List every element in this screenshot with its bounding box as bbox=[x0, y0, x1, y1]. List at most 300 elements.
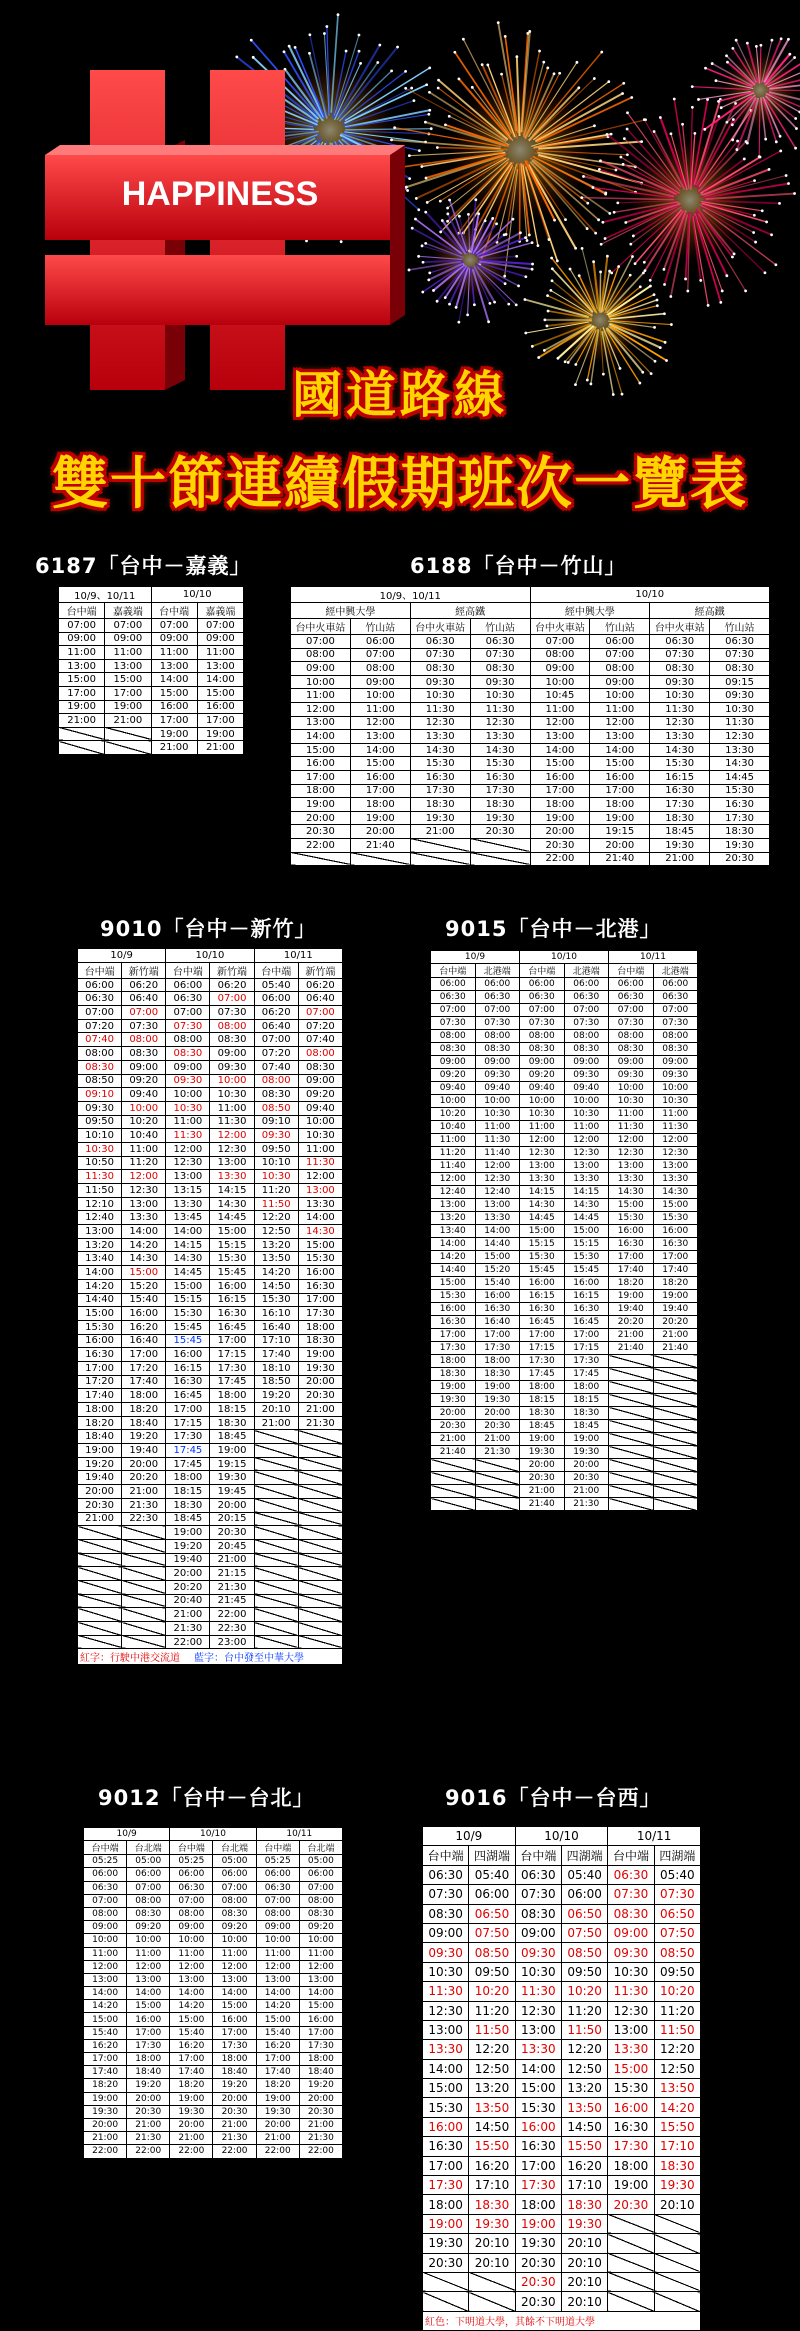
time-cell: 21:00 bbox=[298, 1403, 342, 1417]
time-cell: 07:00 bbox=[350, 648, 410, 662]
table-row bbox=[431, 1160, 698, 1173]
time-cell: 09:00 bbox=[564, 1056, 609, 1069]
time-cell: 10:30 bbox=[564, 1108, 609, 1121]
empty-cell bbox=[298, 1594, 342, 1608]
empty-cell bbox=[431, 1485, 476, 1498]
table-row bbox=[423, 2292, 701, 2311]
time-cell: 16:30 bbox=[210, 1307, 254, 1321]
time-cell: 19:00 bbox=[151, 727, 197, 741]
time-cell: 10:45 bbox=[530, 689, 590, 703]
brand-name: HAPPINESS bbox=[122, 175, 319, 213]
table-row bbox=[78, 1457, 343, 1471]
time-cell: 07:00 bbox=[475, 1004, 520, 1017]
time-cell: 17:30 bbox=[127, 2039, 170, 2052]
time-cell: 15:00 bbox=[210, 1225, 254, 1239]
time-cell: 20:00 bbox=[475, 1407, 520, 1420]
table-row bbox=[78, 1170, 343, 1184]
table-row bbox=[423, 2059, 701, 2078]
time-cell: 12:30 bbox=[475, 1173, 520, 1186]
time-cell: 20:30 bbox=[475, 1420, 520, 1433]
time-cell: 20:40 bbox=[166, 1594, 210, 1608]
column-header: 台北端 bbox=[127, 1841, 170, 1855]
time-cell: 16:00 bbox=[590, 770, 650, 784]
column-header: 台中端 bbox=[515, 1846, 561, 1865]
time-cell: 15:00 bbox=[256, 2013, 299, 2026]
time-cell: 20:00 bbox=[127, 2092, 170, 2105]
time-cell: 20:10 bbox=[469, 2234, 515, 2253]
time-cell: 18:45 bbox=[210, 1430, 254, 1444]
table-row bbox=[423, 2272, 701, 2291]
table-row bbox=[59, 727, 244, 741]
empty-cell bbox=[298, 1539, 342, 1553]
time-cell: 10:30 bbox=[254, 1170, 298, 1184]
time-cell: 20:30 bbox=[78, 1498, 122, 1512]
time-cell: 11:20 bbox=[561, 2001, 607, 2020]
time-cell: 11:00 bbox=[431, 1134, 476, 1147]
time-cell: 17:45 bbox=[210, 1375, 254, 1389]
time-cell: 11:00 bbox=[122, 1142, 166, 1156]
time-cell: 14:00 bbox=[197, 673, 243, 687]
table-row bbox=[78, 1526, 343, 1540]
time-cell: 09:30 bbox=[609, 1069, 654, 1082]
table-row bbox=[84, 1934, 343, 1947]
time-cell: 07:00 bbox=[564, 1004, 609, 1017]
time-cell: 21:30 bbox=[166, 1622, 210, 1636]
column-header: 台中火車站 bbox=[530, 619, 590, 635]
time-cell: 07:00 bbox=[298, 1006, 342, 1020]
table-row bbox=[84, 2079, 343, 2092]
empty-cell bbox=[78, 1567, 122, 1581]
time-cell: 15:30 bbox=[423, 2098, 469, 2117]
time-cell: 18:00 bbox=[520, 1381, 565, 1394]
time-cell: 18:30 bbox=[410, 798, 470, 812]
column-header: 新竹端 bbox=[298, 962, 342, 978]
time-cell: 20:10 bbox=[561, 2253, 607, 2272]
table-row bbox=[431, 1472, 698, 1485]
time-cell: 11:30 bbox=[475, 1134, 520, 1147]
time-cell: 09:00 bbox=[431, 1056, 476, 1069]
column-header: 竹山站 bbox=[470, 619, 530, 635]
time-cell: 19:00 bbox=[475, 1381, 520, 1394]
time-cell: 15:00 bbox=[299, 2000, 342, 2013]
time-cell: 06:00 bbox=[213, 1868, 256, 1881]
table-row bbox=[84, 1921, 343, 1934]
time-cell: 12:00 bbox=[590, 716, 650, 730]
time-cell: 05:25 bbox=[84, 1855, 127, 1868]
time-cell: 12:50 bbox=[561, 2059, 607, 2078]
time-cell: 14:30 bbox=[710, 757, 770, 771]
time-cell: 21:30 bbox=[127, 2132, 170, 2145]
time-cell: 17:00 bbox=[210, 1334, 254, 1348]
time-cell: 18:45 bbox=[650, 825, 710, 839]
time-cell: 09:00 bbox=[590, 675, 650, 689]
table-row bbox=[78, 1498, 343, 1512]
empty-cell bbox=[122, 1608, 166, 1622]
table-row bbox=[78, 1033, 343, 1047]
time-cell: 14:20 bbox=[431, 1251, 476, 1264]
time-cell: 06:00 bbox=[84, 1868, 127, 1881]
time-cell: 14:00 bbox=[515, 2059, 561, 2078]
time-cell: 17:15 bbox=[520, 1342, 565, 1355]
column-header: 台中火車站 bbox=[650, 619, 710, 635]
date-group-header: 10/9、10/11 bbox=[59, 587, 152, 603]
time-cell: 17:30 bbox=[298, 1307, 342, 1321]
time-cell: 19:00 bbox=[515, 2214, 561, 2233]
route-6188-title: 6188「台中－竹山」 bbox=[410, 550, 626, 580]
empty-cell bbox=[609, 1433, 654, 1446]
time-cell: 15:30 bbox=[520, 1251, 565, 1264]
time-cell: 22:00 bbox=[166, 1635, 210, 1649]
time-cell: 14:50 bbox=[561, 2117, 607, 2136]
table-row bbox=[431, 1368, 698, 1381]
time-cell: 15:00 bbox=[291, 743, 351, 757]
time-cell: 18:30 bbox=[654, 2156, 700, 2175]
time-cell: 16:30 bbox=[166, 1375, 210, 1389]
time-cell: 11:00 bbox=[213, 1947, 256, 1960]
time-cell: 11:50 bbox=[561, 2020, 607, 2039]
time-cell: 14:20 bbox=[84, 2000, 127, 2013]
time-cell: 22:00 bbox=[299, 2145, 342, 2158]
time-cell: 17:45 bbox=[166, 1444, 210, 1458]
time-cell: 16:00 bbox=[197, 700, 243, 714]
table-row bbox=[291, 587, 770, 603]
table-row bbox=[291, 743, 770, 757]
time-cell: 08:00 bbox=[256, 1907, 299, 1920]
table-row bbox=[291, 798, 770, 812]
time-cell: 09:20 bbox=[122, 1074, 166, 1088]
time-cell: 17:40 bbox=[256, 2066, 299, 2079]
time-cell: 07:30 bbox=[654, 1885, 700, 1904]
time-cell: 20:00 bbox=[122, 1457, 166, 1471]
column-header: 新竹端 bbox=[122, 962, 166, 978]
time-cell: 08:30 bbox=[515, 1904, 561, 1923]
time-cell: 09:50 bbox=[78, 1115, 122, 1129]
time-cell: 08:00 bbox=[530, 648, 590, 662]
table-row bbox=[431, 1446, 698, 1459]
time-cell: 18:00 bbox=[291, 784, 351, 798]
time-cell: 21:30 bbox=[213, 2132, 256, 2145]
time-cell: 21:30 bbox=[298, 1416, 342, 1430]
time-cell: 16:30 bbox=[520, 1303, 565, 1316]
time-cell: 16:00 bbox=[127, 2013, 170, 2026]
time-cell: 06:00 bbox=[475, 978, 520, 991]
time-cell: 15:00 bbox=[350, 757, 410, 771]
time-cell: 08:50 bbox=[254, 1101, 298, 1115]
time-cell: 17:40 bbox=[122, 1375, 166, 1389]
time-cell: 11:30 bbox=[470, 702, 530, 716]
time-cell: 08:00 bbox=[213, 1894, 256, 1907]
time-cell: 17:40 bbox=[170, 2066, 213, 2079]
time-cell: 07:50 bbox=[654, 1923, 700, 1942]
time-cell: 12:30 bbox=[609, 1147, 654, 1160]
time-cell: 12:30 bbox=[515, 2001, 561, 2020]
time-cell: 18:40 bbox=[213, 2066, 256, 2079]
empty-cell bbox=[653, 1433, 698, 1446]
empty-cell bbox=[254, 1498, 298, 1512]
time-cell: 06:00 bbox=[653, 978, 698, 991]
time-cell: 14:30 bbox=[122, 1252, 166, 1266]
time-cell: 19:00 bbox=[590, 811, 650, 825]
time-cell: 08:30 bbox=[475, 1043, 520, 1056]
time-cell: 10:00 bbox=[609, 1082, 654, 1095]
table-row bbox=[431, 1394, 698, 1407]
table-row bbox=[84, 1973, 343, 1986]
time-cell: 20:10 bbox=[254, 1403, 298, 1417]
time-cell: 18:15 bbox=[210, 1403, 254, 1417]
time-cell: 19:30 bbox=[470, 811, 530, 825]
time-cell: 17:00 bbox=[590, 784, 650, 798]
table-row bbox=[423, 1904, 701, 1923]
time-cell: 20:10 bbox=[561, 2234, 607, 2253]
time-cell: 16:15 bbox=[210, 1293, 254, 1307]
time-cell: 10:00 bbox=[475, 1095, 520, 1108]
time-cell: 11:30 bbox=[410, 702, 470, 716]
empty-cell bbox=[608, 2292, 654, 2311]
time-cell: 20:30 bbox=[291, 825, 351, 839]
time-cell: 17:30 bbox=[423, 2176, 469, 2195]
time-cell: 07:00 bbox=[197, 619, 243, 633]
time-cell: 09:30 bbox=[78, 1101, 122, 1115]
time-cell: 18:30 bbox=[210, 1416, 254, 1430]
time-cell: 17:00 bbox=[564, 1329, 609, 1342]
time-cell: 06:40 bbox=[254, 1019, 298, 1033]
time-cell: 10:00 bbox=[431, 1095, 476, 1108]
time-cell: 20:30 bbox=[431, 1420, 476, 1433]
time-cell: 23:00 bbox=[210, 1635, 254, 1649]
time-cell: 19:00 bbox=[105, 700, 151, 714]
time-cell: 18:30 bbox=[166, 1498, 210, 1512]
time-cell: 11:00 bbox=[127, 1947, 170, 1960]
table-row bbox=[291, 702, 770, 716]
table-row bbox=[431, 1485, 698, 1498]
time-cell: 07:30 bbox=[475, 1017, 520, 1030]
time-cell: 19:40 bbox=[166, 1553, 210, 1567]
time-cell: 15:40 bbox=[170, 2026, 213, 2039]
time-cell: 20:00 bbox=[256, 2118, 299, 2131]
column-header: 台中端 bbox=[431, 964, 476, 978]
time-cell: 13:00 bbox=[256, 1973, 299, 1986]
time-cell: 15:00 bbox=[475, 1251, 520, 1264]
time-cell: 08:50 bbox=[469, 1943, 515, 1962]
time-cell: 19:30 bbox=[210, 1471, 254, 1485]
time-cell: 11:00 bbox=[609, 1108, 654, 1121]
time-cell: 18:30 bbox=[431, 1368, 476, 1381]
time-cell: 17:30 bbox=[475, 1342, 520, 1355]
table-row bbox=[59, 587, 244, 603]
column-header: 台中端 bbox=[520, 964, 565, 978]
time-cell: 09:40 bbox=[475, 1082, 520, 1095]
table-row bbox=[78, 1129, 343, 1143]
time-cell: 17:15 bbox=[166, 1416, 210, 1430]
time-cell: 15:30 bbox=[515, 2098, 561, 2117]
time-cell: 15:40 bbox=[475, 1277, 520, 1290]
time-cell: 18:00 bbox=[475, 1355, 520, 1368]
time-cell: 15:50 bbox=[469, 2137, 515, 2156]
time-cell: 15:00 bbox=[520, 1225, 565, 1238]
time-cell: 17:40 bbox=[254, 1348, 298, 1362]
time-cell: 09:15 bbox=[710, 675, 770, 689]
empty-cell bbox=[254, 1485, 298, 1499]
time-cell: 15:40 bbox=[84, 2026, 127, 2039]
time-cell: 05:00 bbox=[299, 1855, 342, 1868]
time-cell: 11:00 bbox=[197, 646, 243, 660]
date-group-header: 10/10 bbox=[515, 1827, 608, 1846]
time-cell: 18:20 bbox=[84, 2079, 127, 2092]
time-cell: 15:30 bbox=[431, 1290, 476, 1303]
empty-cell bbox=[475, 1472, 520, 1485]
empty-cell bbox=[78, 1622, 122, 1636]
time-cell: 07:20 bbox=[78, 1019, 122, 1033]
time-cell: 16:00 bbox=[564, 1277, 609, 1290]
empty-cell bbox=[654, 2234, 700, 2253]
empty-cell bbox=[654, 2292, 700, 2311]
empty-cell bbox=[431, 1498, 476, 1511]
time-cell: 19:40 bbox=[122, 1444, 166, 1458]
time-cell: 07:30 bbox=[608, 1885, 654, 1904]
time-cell: 21:40 bbox=[653, 1342, 698, 1355]
time-cell: 18:30 bbox=[470, 798, 530, 812]
time-cell: 10:00 bbox=[166, 1088, 210, 1102]
table-row bbox=[84, 1868, 343, 1881]
time-cell: 20:30 bbox=[299, 2105, 342, 2118]
time-cell: 22:00 bbox=[127, 2145, 170, 2158]
time-cell: 09:30 bbox=[254, 1129, 298, 1143]
time-cell: 15:30 bbox=[564, 1251, 609, 1264]
time-cell: 07:00 bbox=[530, 635, 590, 649]
time-cell: 12:40 bbox=[431, 1186, 476, 1199]
note-red: 紅字：行駛中港交流道 bbox=[80, 1653, 180, 1664]
time-cell: 13:30 bbox=[653, 1173, 698, 1186]
time-cell: 09:30 bbox=[650, 675, 710, 689]
table-row bbox=[423, 2156, 701, 2175]
time-cell: 17:10 bbox=[254, 1334, 298, 1348]
time-cell: 17:30 bbox=[210, 1361, 254, 1375]
table-row bbox=[78, 1594, 343, 1608]
time-cell: 16:15 bbox=[650, 770, 710, 784]
table-row bbox=[431, 1212, 698, 1225]
time-cell: 06:00 bbox=[254, 992, 298, 1006]
time-cell: 06:50 bbox=[469, 1904, 515, 1923]
table-row bbox=[423, 1827, 701, 1846]
table-row bbox=[423, 1865, 701, 1884]
time-cell: 09:20 bbox=[127, 1921, 170, 1934]
time-cell: 09:50 bbox=[654, 1962, 700, 1981]
time-cell: 17:15 bbox=[564, 1342, 609, 1355]
time-cell: 10:30 bbox=[650, 689, 710, 703]
time-cell: 09:00 bbox=[151, 632, 197, 646]
time-cell: 10:30 bbox=[515, 1962, 561, 1981]
time-cell: 14:00 bbox=[166, 1225, 210, 1239]
time-cell: 15:30 bbox=[608, 2079, 654, 2098]
empty-cell bbox=[431, 1459, 476, 1472]
time-cell: 19:00 bbox=[59, 700, 105, 714]
table-row bbox=[423, 1923, 701, 1942]
time-cell: 06:30 bbox=[475, 991, 520, 1004]
table-row bbox=[78, 1060, 343, 1074]
time-cell: 18:45 bbox=[166, 1512, 210, 1526]
time-cell: 07:00 bbox=[59, 619, 105, 633]
time-cell: 13:50 bbox=[561, 2098, 607, 2117]
time-cell: 12:30 bbox=[710, 730, 770, 744]
time-cell: 13:30 bbox=[475, 1212, 520, 1225]
empty-cell bbox=[122, 1594, 166, 1608]
column-header: 北港端 bbox=[564, 964, 609, 978]
time-cell: 16:15 bbox=[520, 1290, 565, 1303]
time-cell: 09:30 bbox=[564, 1069, 609, 1082]
time-cell: 10:40 bbox=[431, 1121, 476, 1134]
time-cell: 21:00 bbox=[431, 1433, 476, 1446]
table-row bbox=[291, 689, 770, 703]
time-cell: 22:30 bbox=[210, 1622, 254, 1636]
time-cell: 21:00 bbox=[59, 714, 105, 728]
time-cell: 21:40 bbox=[609, 1342, 654, 1355]
time-cell: 12:30 bbox=[564, 1147, 609, 1160]
time-cell: 16:30 bbox=[564, 1303, 609, 1316]
table-row bbox=[59, 603, 244, 619]
table-row bbox=[291, 730, 770, 744]
table-row bbox=[431, 1433, 698, 1446]
title-line-1: 國道路線 bbox=[0, 355, 800, 427]
table-row bbox=[431, 991, 698, 1004]
empty-cell bbox=[654, 2272, 700, 2291]
time-cell: 20:30 bbox=[564, 1472, 609, 1485]
time-cell: 09:00 bbox=[256, 1921, 299, 1934]
time-cell: 19:30 bbox=[410, 811, 470, 825]
time-cell: 06:30 bbox=[84, 1881, 127, 1894]
time-cell: 18:00 bbox=[299, 2053, 342, 2066]
time-cell: 10:00 bbox=[170, 1934, 213, 1947]
route-9010-title: 9010「台中－新竹」 bbox=[100, 913, 316, 943]
time-cell: 12:00 bbox=[213, 1960, 256, 1973]
table-row bbox=[423, 2001, 701, 2020]
time-cell: 22:00 bbox=[291, 838, 351, 852]
empty-cell bbox=[254, 1553, 298, 1567]
time-cell: 21:40 bbox=[590, 852, 650, 866]
column-header: 竹山站 bbox=[590, 619, 650, 635]
time-cell: 15:00 bbox=[105, 673, 151, 687]
time-cell: 05:25 bbox=[170, 1855, 213, 1868]
time-cell: 16:00 bbox=[166, 1348, 210, 1362]
time-cell: 17:00 bbox=[170, 2053, 213, 2066]
time-cell: 13:50 bbox=[254, 1252, 298, 1266]
time-cell: 09:00 bbox=[423, 1923, 469, 1942]
time-cell: 11:30 bbox=[78, 1170, 122, 1184]
time-cell: 13:00 bbox=[213, 1973, 256, 1986]
time-cell: 16:30 bbox=[515, 2137, 561, 2156]
date-group-header: 10/9 bbox=[431, 951, 520, 964]
time-cell: 07:30 bbox=[650, 648, 710, 662]
time-cell: 12:20 bbox=[254, 1211, 298, 1225]
time-cell: 12:20 bbox=[654, 2040, 700, 2059]
empty-cell bbox=[298, 1471, 342, 1485]
time-cell: 13:00 bbox=[475, 1199, 520, 1212]
time-cell: 11:30 bbox=[609, 1121, 654, 1134]
time-cell: 06:30 bbox=[710, 635, 770, 649]
time-cell: 06:00 bbox=[561, 1885, 607, 1904]
time-cell: 19:40 bbox=[78, 1471, 122, 1485]
time-cell: 10:00 bbox=[210, 1074, 254, 1088]
table-row bbox=[78, 1512, 343, 1526]
table-row bbox=[431, 1303, 698, 1316]
table-row bbox=[423, 2040, 701, 2059]
column-header: 台中端 bbox=[84, 1841, 127, 1855]
time-cell: 13:20 bbox=[469, 2079, 515, 2098]
time-cell: 21:40 bbox=[350, 838, 410, 852]
time-cell: 14:30 bbox=[210, 1197, 254, 1211]
empty-cell bbox=[254, 1444, 298, 1458]
time-cell: 09:00 bbox=[350, 675, 410, 689]
table-row bbox=[78, 1334, 343, 1348]
